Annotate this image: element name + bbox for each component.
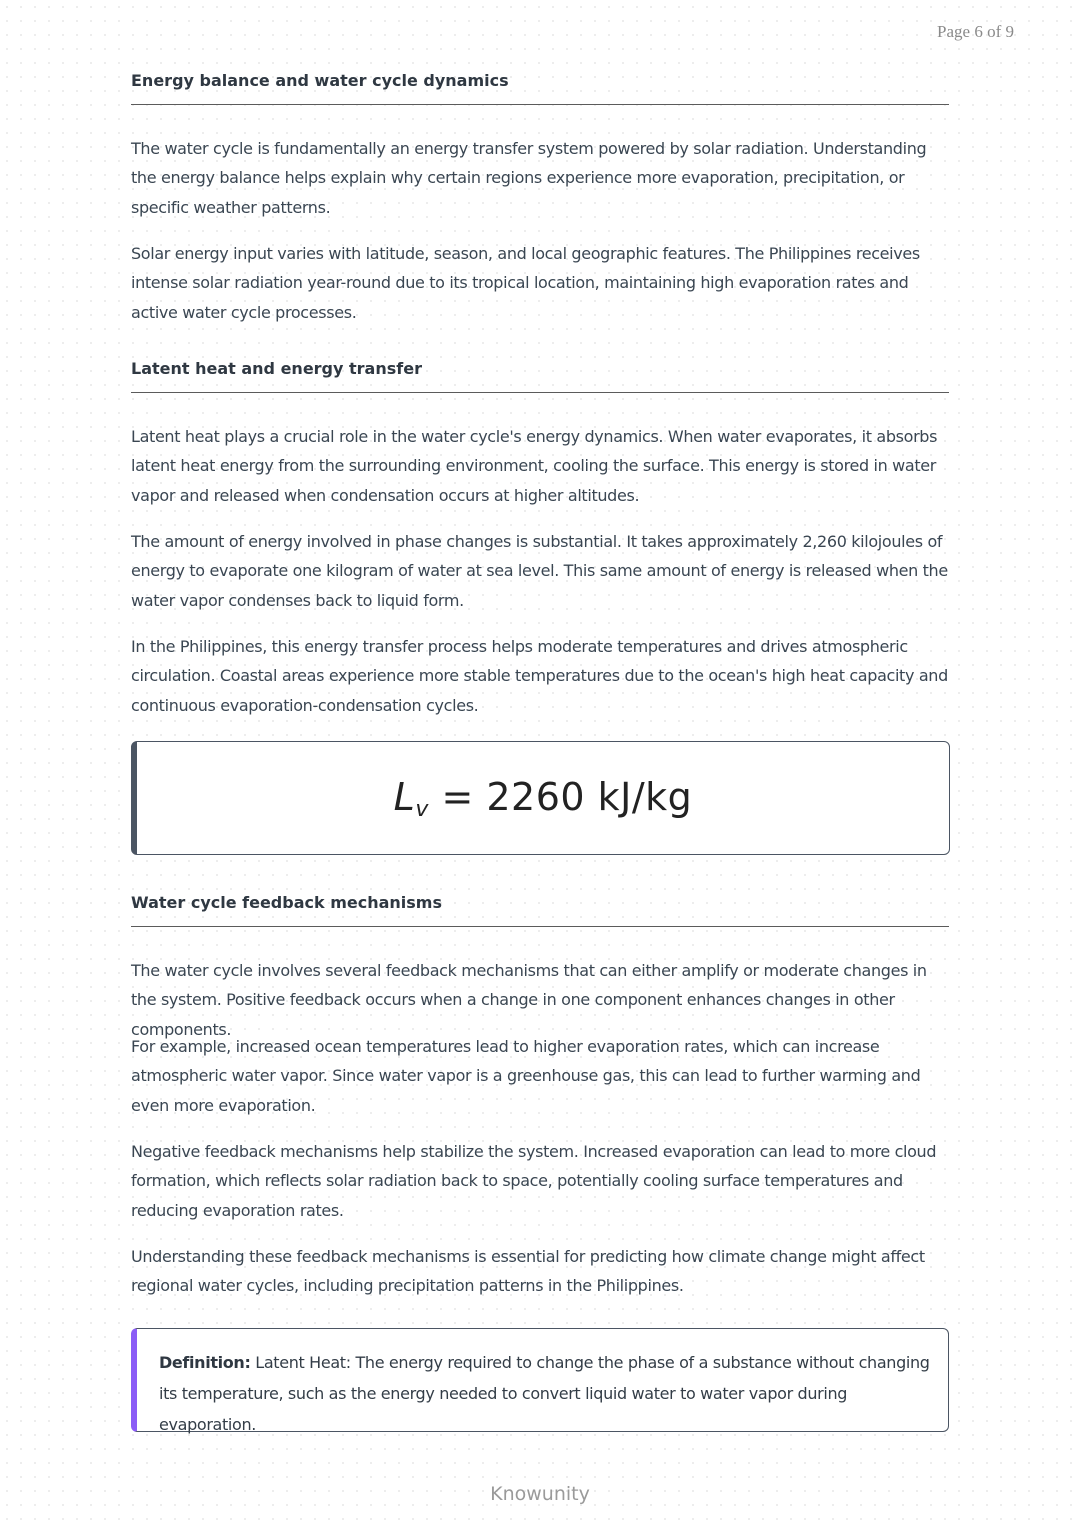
page-number: Page 6 of 9 (937, 22, 1014, 41)
paragraph: The amount of energy involved in phase changes is substantial. It takes approximately 2,260 kilojoules of energy to evaporate one kilogram of water at sea level. This same amount of energy is released when the water vapor condenses back to liquid form. (131, 532, 948, 610)
section-title: Energy balance and water cycle dynamics (131, 71, 509, 90)
section-heading-feedback (131, 892, 949, 914)
paragraph: In the Philippines, this energy transfer process helps moderate temperatures and drives atmospheric circulation. Coastal areas experience more stable temperatures due to the ocean's high heat capacity and continuous evaporation-condensation cycles. (131, 637, 948, 715)
section-heading-latent-heat (131, 358, 949, 380)
section-title: Water cycle feedback mechanisms (131, 893, 442, 912)
formula-subscript: v (415, 796, 429, 822)
formula-value: = 2260 kJ/kg (428, 774, 693, 819)
section-heading-energy-balance (131, 70, 949, 92)
paragraph: The water cycle involves several feedback mechanisms that can either amplify or moderate changes in the system. Positive feedback occurs when a change in one component enhances changes in other components. (131, 961, 927, 1039)
formula-symbol: L (393, 774, 416, 819)
definition-text (159, 1347, 939, 1440)
definition-box (131, 1328, 949, 1432)
definition-body: Latent Heat: The energy required to change the phase of a substance without changing its temperature, such as the energy needed to convert liquid water to water vapor during evaporation. (159, 1353, 930, 1434)
heading-divider (131, 392, 949, 393)
paragraph: Solar energy input varies with latitude, season, and local geographic features. The Philippines receives intense solar radiation year-round due to its tropical location, maintaining high evaporation rates and active water cycle processes. (131, 244, 920, 322)
heading-divider (131, 926, 949, 927)
paragraph: Latent heat plays a crucial role in the water cycle's energy dynamics. When water evaporates, it absorbs latent heat energy from the surrounding environment, cooling the surface. This energy is stored in water vapor and released when condensation occurs at higher altitudes. (131, 427, 938, 505)
formula-box (131, 741, 950, 855)
heading-divider (131, 104, 949, 105)
paragraph: For example, increased ocean temperatures lead to higher evaporation rates, which can increase atmospheric water vapor. Since water vapor is a greenhouse gas, this can lead to further warming and even more evaporation. (131, 1037, 921, 1115)
paragraph: Negative feedback mechanisms help stabilize the system. Increased evaporation can lead to more cloud formation, which reflects solar radiation back to space, potentially cooling surface temperatures and reducing evaporation rates. (131, 1142, 937, 1220)
footer-watermark: Knowunity (490, 1483, 590, 1505)
paragraph: The water cycle is fundamentally an energy transfer system powered by solar radiation. Understanding the energy balance helps explain why certain regions experience more evaporation, precipitation, or specific weather patterns. (131, 139, 927, 217)
latent-heat-formula (394, 775, 693, 822)
section-title: Latent heat and energy transfer (131, 359, 422, 378)
definition-label: Definition: (159, 1353, 251, 1372)
paragraph: Understanding these feedback mechanisms is essential for predicting how climate change might affect regional water cycles, including precipitation patterns in the Philippines. (131, 1247, 925, 1296)
